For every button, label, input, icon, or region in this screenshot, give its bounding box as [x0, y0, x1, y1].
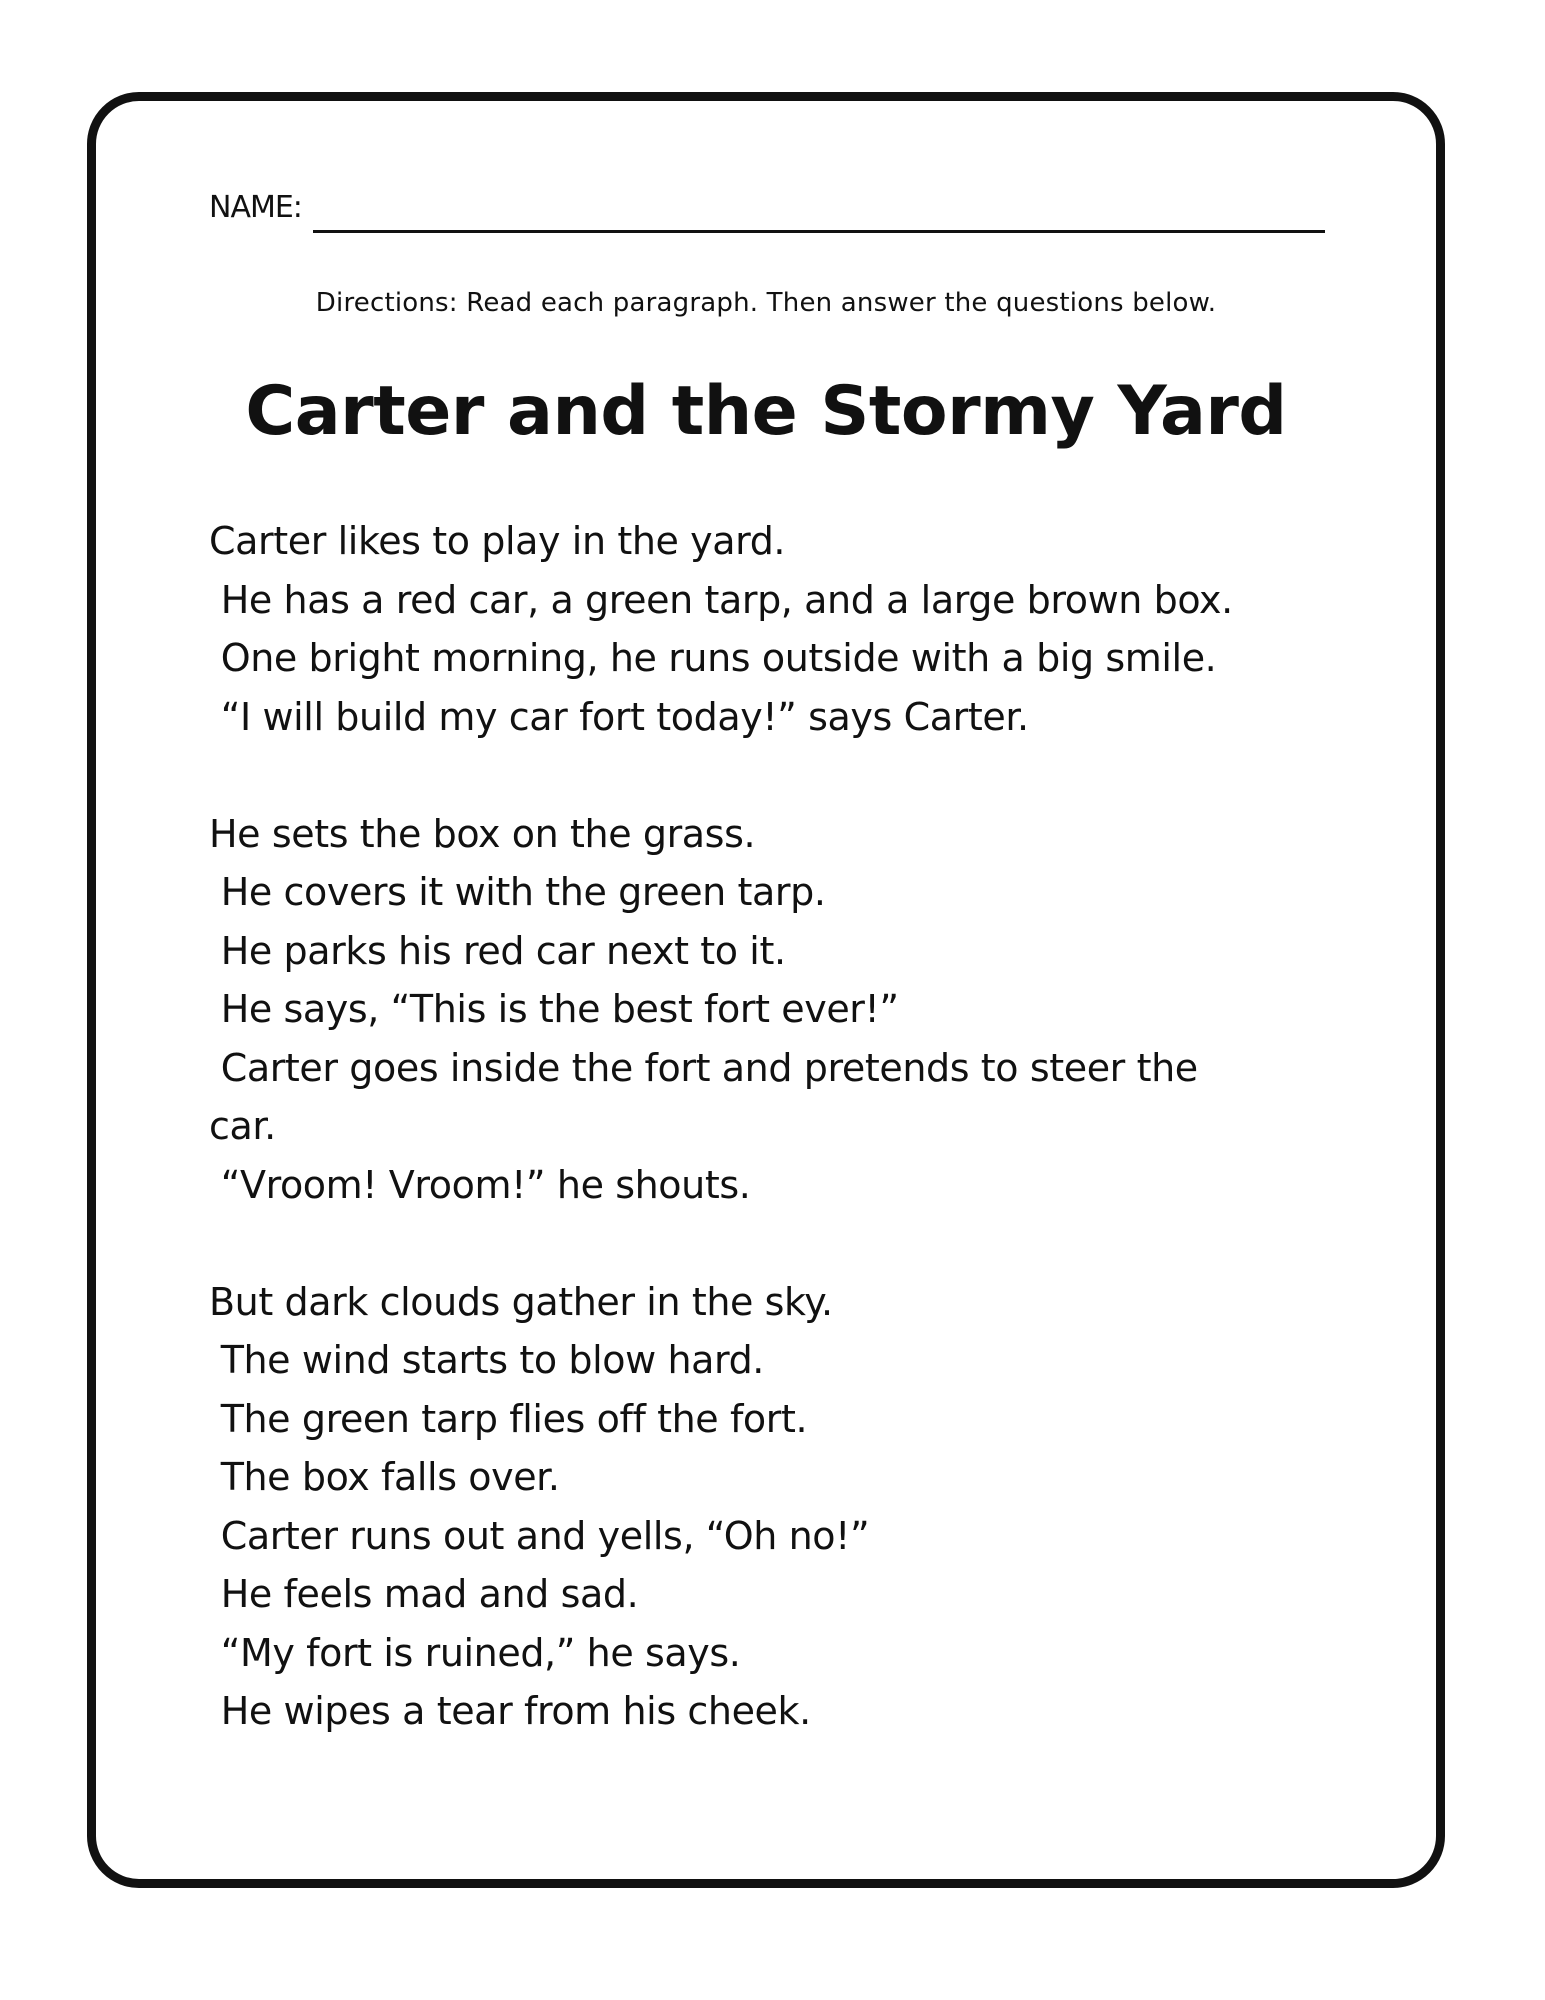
story-line: car.	[209, 1104, 276, 1148]
story-line: The green tarp flies off the fort.	[209, 1396, 808, 1441]
story-line: He says, “This is the best fort ever!”	[209, 987, 899, 1031]
story-title: Carter and the Stormy Yard	[245, 372, 1287, 451]
story-line: “My fort is ruined,” he says.	[209, 1630, 741, 1675]
story-line: He sets the box on the grass.	[209, 811, 756, 856]
story-line: “Vroom! Vroom!” he shouts.	[209, 1162, 751, 1207]
paragraph-3	[209, 1273, 1349, 1741]
story-line: “I will build my car fort today!” says Carter.	[209, 694, 1029, 739]
story-line: Carter runs out and yells, “Oh no!”	[209, 1513, 870, 1558]
story-line: The wind starts to blow hard.	[209, 1338, 764, 1382]
story-line: The box falls over.	[209, 1455, 560, 1499]
paragraph-2	[209, 805, 1349, 1215]
name-write-line	[313, 230, 1325, 233]
story-line: He feels mad and sad.	[209, 1572, 639, 1616]
story-body	[209, 512, 1349, 1799]
story-line: Carter likes to play in the yard.	[209, 519, 786, 563]
story-line: One bright morning, he runs outside with a big smile.	[209, 636, 1217, 680]
story-line: Carter goes inside the fort and pretends to steer the	[209, 1045, 1198, 1090]
story-line: He covers it with the green tarp.	[209, 870, 826, 914]
directions-text: Directions: Read each paragraph. Then answer the questions below.	[315, 288, 1217, 318]
story-line: But dark clouds gather in the sky.	[209, 1279, 833, 1324]
name-label: NAME:	[209, 190, 302, 225]
story-line: He has a red car, a green tarp, and a large brown box.	[209, 577, 1233, 622]
story-line: He parks his red car next to it.	[209, 928, 786, 973]
name-row	[209, 188, 1325, 238]
story-line: He wipes a tear from his cheek.	[209, 1689, 811, 1733]
paragraph-1	[209, 512, 1349, 746]
